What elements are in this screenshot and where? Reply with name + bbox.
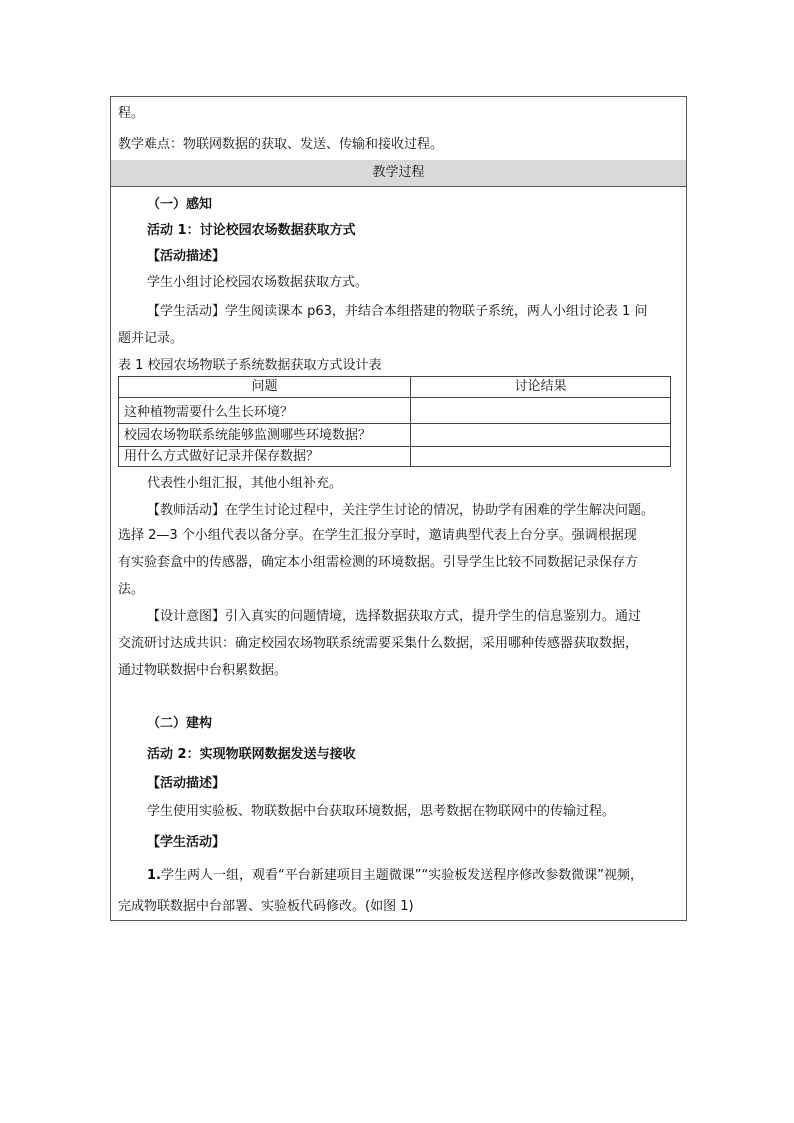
design-intent-line2: 交流研讨达成共识：确定校园农场物联系统需要采集什么数据，采用哪种传感器获取数据， — [118, 636, 639, 651]
table-row-divider — [119, 423, 670, 424]
activity2-desc-label: 【活动描述】 — [147, 776, 226, 791]
student-activity-label: 【学生活动】 — [147, 835, 226, 850]
step1-line2: 完成物联数据中台部署、实验板代码修改。(如图 1) — [118, 899, 414, 914]
section-header-teaching-process: 教学过程 — [111, 160, 686, 187]
design-intent-line1: 【设计意图】引入真实的问题情境，选择数据获取方式，提升学生的信息鉴别力。通过 — [147, 609, 642, 624]
step1-number: 1. — [147, 868, 161, 883]
teacher-activity-line4: 法。 — [118, 582, 145, 597]
table-row-1-question: 这种植物需要什么生长环境？ — [124, 405, 294, 420]
teacher-activity-line1: 【教师活动】在学生讨论过程中，关注学生讨论的情况，协助学有困难的学生解决问题。 — [147, 503, 655, 518]
activity1-desc-label: 【活动描述】 — [147, 249, 226, 264]
report-line: 代表性小组汇报，其他小组补充。 — [147, 476, 343, 491]
teaching-difficulty: 教学难点：物联网数据的获取、发送、传输和接收过程。 — [118, 137, 444, 152]
activity2-desc-text: 学生使用实验板、物联数据中台获取环境数据，思考数据在物联网中的传输过程。 — [147, 804, 616, 819]
design-intent-line3: 通过物联数据中台积累数据。 — [118, 663, 288, 678]
activity1-desc-text: 学生小组讨论校园农场数据获取方式。 — [147, 275, 369, 290]
design-table — [118, 376, 671, 467]
table-row-3-question: 用什么方式做好记录并保存数据？ — [124, 449, 320, 464]
student-activity-line2: 题并记录。 — [118, 331, 184, 346]
table-row-divider — [119, 397, 670, 398]
table-row-divider — [119, 446, 670, 447]
table-header-result: 讨论结果 — [514, 379, 567, 394]
teacher-activity-line3: 有实验套盒中的传感器，确定本小组需检测的环境数据。引导学生比较不同数据记录保存方 — [118, 555, 639, 570]
table-caption: 表 1 校园农场物联子系统数据获取方式设计表 — [118, 358, 382, 373]
part1-heading-text: （一）感知 — [147, 197, 213, 212]
table-row-2-question: 校园农场物联系统能够监测哪些环境数据？ — [124, 428, 372, 443]
step1-line1: 学生两人一组，观看“平台新建项目主题微课”“实验板发送程序修改参数微课”视频， — [161, 868, 643, 883]
activity2-title: 活动 2：实现物联网数据发送与接收 — [147, 747, 356, 762]
table-header-question: 问题 — [251, 379, 278, 394]
part2-heading: （二）建构 — [147, 716, 213, 731]
student-activity-line1: 【学生活动】学生阅读课本 p63，并结合本组搭建的物联子系统，两人小组讨论表 1 问 — [147, 304, 648, 319]
continuation-text: 程。 — [118, 106, 145, 121]
teacher-activity-line2: 选择 2—3 个小组代表以备分享。在学生汇报分享时，邀请典型代表上台分享。强调根据现 — [118, 528, 637, 543]
activity1-title: 活动 1：讨论校园农场数据获取方式 — [147, 223, 356, 238]
